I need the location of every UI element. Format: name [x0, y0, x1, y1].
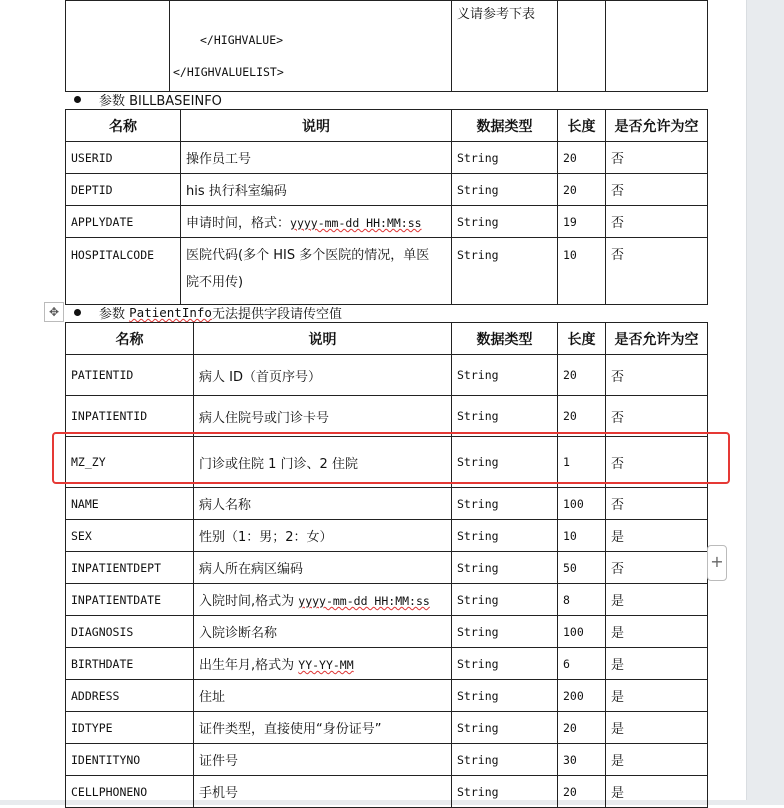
table-row: SEX 性别（1：男；2：女） String 10 是	[66, 520, 708, 552]
table-row: NAME 病人名称 String 100 否	[66, 488, 708, 520]
patient-section-title: 参数 PatientInfo 无法提供字段请传空值	[74, 303, 342, 322]
table-row-highlighted: MZ_ZY 门诊或住院 1 门诊、2 住院 String 1 否	[66, 437, 708, 488]
table-row: DEPTID his 执行科室编码 String 20 否	[66, 174, 708, 206]
header-name: 名称	[66, 323, 194, 355]
table-row: APPLYDATE 申请时间，格式：yyyy-mm-dd HH:MM:ss String 19 否	[66, 206, 708, 238]
patient-table	[65, 322, 708, 808]
header-nullable: 是否允许为空	[606, 323, 708, 355]
table-row: ADDRESS 住址 String 200 是	[66, 680, 708, 712]
table-row: IDTYPE 证件类型，直接使用“身份证号” String 20 是	[66, 712, 708, 744]
header-length: 长度	[558, 110, 606, 142]
table-row: DIAGNOSIS 入院诊断名称 String 100 是	[66, 616, 708, 648]
table-row: BIRTHDATE 出生年月,格式为 YY-YY-MM String 6 是	[66, 648, 708, 680]
table-row: INPATIENTDATE 入院时间,格式为 yyyy-mm-dd HH:MM:ss String 8 是	[66, 584, 708, 616]
table-row: CELLPHONENO 手机号 String 20 是	[66, 776, 708, 808]
bullet-icon	[74, 309, 81, 316]
header-type: 数据类型	[452, 110, 558, 142]
header-nullable: 是否允许为空	[606, 110, 708, 142]
header-name: 名称	[66, 110, 181, 142]
table-move-handle-icon[interactable]: ✥	[44, 302, 64, 322]
reference-note: 义请参考下表	[452, 1, 558, 92]
table-row: PATIENTID 病人 ID（首页序号） String 20 否	[66, 355, 708, 396]
table-row: INPATIENTDEPT 病人所在病区编码 String 50 否	[66, 552, 708, 584]
billbase-table	[65, 109, 708, 305]
document-margin-right	[746, 0, 784, 805]
highvalue-close-tag: </HIGHVALUE>	[200, 33, 284, 47]
header-desc: 说明	[194, 323, 452, 355]
highvalue-cell	[170, 1, 452, 92]
table-row: HOSPITALCODE 医院代码(多个 HIS 多个医院的情况，单医 院不用传) String 10 否	[66, 238, 708, 305]
table-row: USERID 操作员工号 String 20 否	[66, 142, 708, 174]
header-length: 长度	[558, 323, 606, 355]
billbase-section-title: 参数 BILLBASEINFO	[74, 90, 222, 109]
add-row-button[interactable]: +	[707, 545, 727, 581]
table-row: INPATIENTID 病人住院号或门诊卡号 String 20 否	[66, 396, 708, 437]
highvaluelist-close-tag: </HIGHVALUELIST>	[173, 65, 284, 79]
table-row: IDENTITYNO 证件号 String 30 是	[66, 744, 708, 776]
header-desc: 说明	[181, 110, 452, 142]
header-type: 数据类型	[452, 323, 558, 355]
bullet-icon	[74, 96, 81, 103]
previous-table	[65, 0, 708, 92]
